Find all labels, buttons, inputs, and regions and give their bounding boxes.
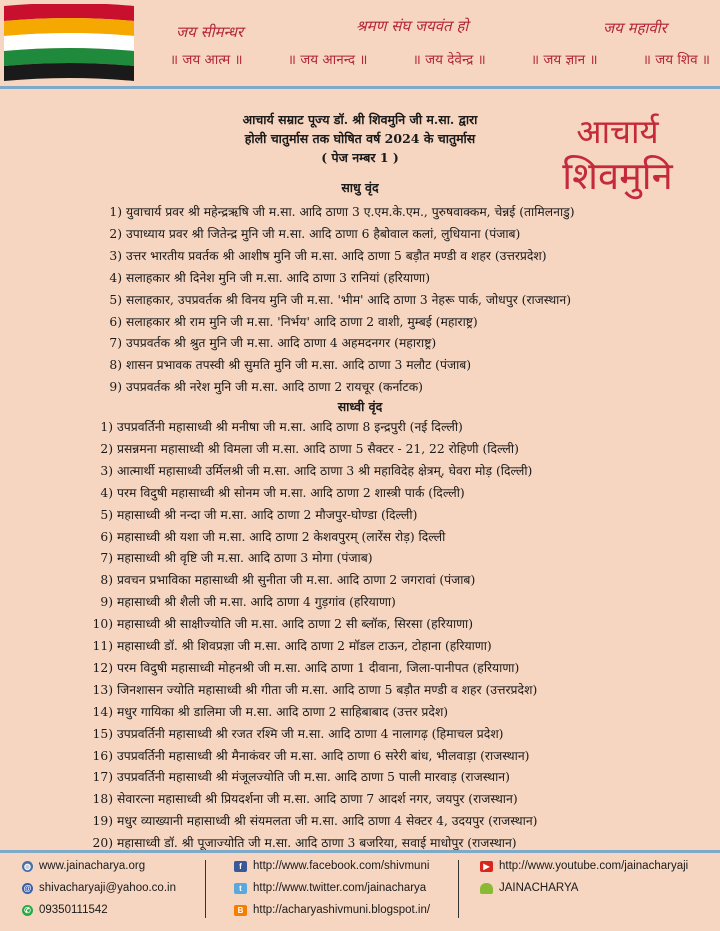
facebook-icon: f — [234, 861, 247, 872]
list-item-text: सेवारत्ना महासाध्वी श्री प्रियदर्शना जी म.सा. आदि ठाणा 7 आदर्श नगर, जयपुर (राजस्थान) — [117, 792, 518, 807]
list-item — [88, 591, 396, 613]
list-item-text: मधुर व्याख्यानी महासाध्वी श्री संयमलता जी म.सा. आदि ठाणा 4 सेक्टर 4, उदयपुर (राजस्थान) — [117, 814, 538, 829]
list-item-number: 17) — [92, 770, 113, 785]
list-item-text: महासाध्वी श्री साक्षीज्योति जी म.सा. आदि ठाणा 2 सी ब्लॉक, सिरसा (हरियाणा) — [117, 617, 474, 632]
jai-item: ॥ जय आत्म ॥ — [170, 52, 243, 68]
jai-item: ॥ जय देवेन्द्र ॥ — [412, 52, 486, 68]
list-item — [88, 679, 537, 701]
android-link[interactable]: JAINACHARYA — [480, 882, 578, 894]
list-item-number: 2) — [100, 441, 113, 456]
list-item-number: 14) — [92, 704, 113, 719]
list-item — [88, 438, 519, 460]
list-item-text: आत्मार्थी महासाध्वी उर्मिलश्री जी म.सा. आदि ठाणा 3 श्री महाविदेह क्षेत्रम्, घेवरा मोड़ (दिल्ली) — [117, 463, 533, 478]
list-item — [88, 745, 529, 767]
list-item-number: 8) — [100, 573, 113, 588]
list-item-text: उत्तर भारतीय प्रवर्तक श्री आशीष मुनि जी म.सा. आदि ठाणा 5 बड़ौत मण्डी व शहर (उत्तरप्रदेश) — [126, 248, 547, 263]
motto-center: श्रमण संघ जयवंत हो — [356, 17, 469, 35]
header-divider — [0, 86, 720, 89]
list-item — [102, 332, 436, 354]
list-item-text: सलाहकार श्री राम मुनि जी म.सा. 'निर्भय' आदि ठाणा 2 वाशी, मुम्बई (महाराष्ट्र) — [126, 314, 478, 329]
list-item — [102, 223, 520, 245]
list-item-number: 7) — [100, 551, 113, 566]
list-item-number: 16) — [92, 748, 113, 763]
list-item — [88, 613, 473, 635]
list-item — [88, 788, 518, 810]
jain-flag-icon — [4, 4, 134, 82]
email-link[interactable]: @ shivacharyaji@yahoo.co.in — [23, 882, 176, 894]
document-title — [140, 110, 580, 167]
list-item-number: 6) — [109, 314, 122, 329]
list-item-text: महासाध्वी श्री नन्दा जी म.सा. आदि ठाणा 2 मौजपुर-घोण्डा (दिल्ली) — [117, 507, 418, 522]
list-item — [88, 810, 537, 832]
blogger-icon: B — [234, 905, 247, 916]
list-item-number: 1) — [109, 205, 122, 219]
list-item-number: 7) — [109, 336, 122, 351]
list-item — [102, 311, 478, 333]
globe-icon: ◍ — [22, 861, 33, 872]
list-item-text: प्रसन्नमना महासाध्वी श्री विमला जी म.सा. आदि ठाणा 5 सैक्टर - 21, 22 रोहिणी (दिल्ली) — [117, 441, 519, 456]
list-item-text: जिनशासन ज्योति महासाध्वी श्री गीता जी म.सा. आदि ठाणा 5 बड़ौत मण्डी व शहर (उत्तरप्रदेश) — [117, 682, 538, 697]
list-item — [88, 569, 475, 591]
list-item-text: सलाहकार श्री दिनेश मुनि जी म.सा. आदि ठाणा 3 रानियां (हरियाणा) — [126, 270, 431, 285]
footer-divider-vertical — [205, 860, 206, 918]
list-item — [102, 201, 575, 223]
list-item-text: प्रवचन प्रभाविका महासाध्वी श्री सुनीता जी म.सा. आदि ठाणा 2 जगरावां (पंजाब) — [117, 573, 476, 588]
list-item-text: महासाध्वी डॉ. श्री शिवप्रज्ञा जी म.सा. आदि ठाणा 2 मॉडल टाऊन, टोहाना (हरियाणा) — [117, 639, 492, 653]
sadhu-heading: साधु वृंद — [341, 180, 379, 195]
list-item-number: 11) — [92, 639, 113, 653]
logo-line-1: आचार्य — [576, 112, 659, 151]
footer-divider-vertical — [458, 860, 459, 918]
list-item-number: 4) — [109, 270, 122, 285]
jai-row — [170, 50, 710, 68]
list-item — [102, 267, 430, 289]
list-item — [88, 766, 510, 788]
list-item — [88, 504, 417, 526]
list-item-text: सलाहकार, उपप्रवर्तक श्री विनय मुनि जी म.सा. 'भीम' आदि ठाणा 3 नेहरू पार्क, जोधपुर (राजस्थान) — [126, 292, 571, 307]
page-number: ( पेज नम्बर 1 ) — [321, 150, 399, 165]
list-item-number: 20) — [92, 836, 113, 851]
email-icon: @ — [23, 883, 32, 893]
list-item — [88, 635, 492, 657]
jai-item: ॥ जय शिव ॥ — [642, 52, 710, 68]
page-header — [0, 0, 720, 86]
list-item-text: उपप्रवर्तक श्री नरेश मुनि जी म.सा. आदि ठाणा 2 रायचूर (कर्नाटक) — [126, 380, 423, 395]
title-line-2: होली चातुर्मास तक घोषित वर्ष 2024 के चातुर्मास — [244, 131, 476, 146]
website-link[interactable]: ◍ www.jainacharya.org — [24, 860, 146, 872]
list-item-number: 2) — [109, 226, 122, 241]
list-item-number: 19) — [92, 814, 113, 829]
list-item-text: उपाध्याय प्रवर श्री जितेन्द्र मुनि जी म.सा. आदि ठाणा 6 हैबोवाल कलां, लुधियाना (पंजाब) — [126, 226, 521, 241]
list-item-text: महासाध्वी डॉ. श्री पूजाज्योति जी म.सा. आदि ठाणा 3 बजरिया, सवाई माधोपुर (राजस्थान) — [117, 836, 517, 851]
list-item-number: 4) — [100, 485, 113, 500]
phone-link[interactable]: ✆ 09350111542 — [22, 904, 108, 916]
list-item-text: महासाध्वी श्री यशा जी म.सा. आदि ठाणा 2 केशवपुरम् (लारेंस रोड़) दिल्ली — [117, 529, 446, 544]
list-item-text: परम विदुषी महासाध्वी श्री सोनम जी म.सा. आदि ठाणा 2 शास्त्री पार्क (दिल्ली) — [117, 485, 465, 500]
list-item-number: 13) — [92, 682, 113, 697]
list-item-number: 1) — [100, 420, 113, 434]
facebook-link[interactable]: f http://www.facebook.com/shivmuni — [234, 860, 429, 872]
logo-line-2: शिवमुनि — [562, 154, 673, 198]
list-item-number: 9) — [100, 595, 113, 610]
motto-right: जय महावीर — [603, 19, 667, 37]
list-item — [88, 547, 373, 569]
youtube-icon: ▶ — [480, 861, 493, 872]
list-item-number: 5) — [100, 507, 113, 522]
list-item — [88, 723, 503, 745]
list-item-text: महासाध्वी श्री शैली जी म.सा. आदि ठाणा 4 गुड़गांव (हरियाणा) — [117, 595, 396, 610]
list-item-number: 12) — [92, 660, 113, 675]
list-item — [88, 482, 465, 504]
list-item-text: शासन प्रभावक तपस्वी श्री सुमति मुनि जी म.सा. आदि ठाणा 3 मलौट (पंजाब) — [126, 358, 472, 373]
list-item — [88, 416, 463, 438]
list-item-text: उपप्रवर्तिनी महासाध्वी श्री मनीषा जी म.सा. आदि ठाणा 8 इन्द्रपुरी (नई दिल्ली) — [117, 420, 463, 434]
page-footer — [0, 850, 720, 931]
list-item — [102, 376, 423, 398]
list-item-number: 5) — [109, 292, 122, 307]
list-item-text: उपप्रवर्तिनी महासाध्वी श्री रजत रश्मि जी म.सा. आदि ठाणा 4 नालागढ़ (हिमाचल प्रदेश) — [117, 726, 504, 741]
list-item-number: 15) — [92, 726, 113, 741]
blog-link[interactable]: B http://acharyashivmuni.blogspot.in/ — [234, 904, 430, 916]
list-item-number: 18) — [92, 792, 113, 807]
youtube-link[interactable]: ▶ http://www.youtube.com/jainacharyaji — [480, 860, 688, 872]
jai-item: ॥ जय ज्ञान ॥ — [531, 52, 598, 68]
list-item — [102, 245, 547, 267]
list-item-number: 8) — [109, 358, 122, 373]
twitter-link[interactable]: t http://www.twitter.com/jainacharya — [234, 882, 426, 894]
whatsapp-icon: ✆ — [22, 905, 33, 916]
list-item-text: उपप्रवर्तिनी महासाध्वी श्री मंजूलज्योति जी म.सा. आदि ठाणा 5 पाली मारवाड़ (राजस्थान) — [117, 770, 510, 785]
motto-left: जय सीमन्धर — [176, 23, 244, 41]
list-item-number: 3) — [109, 248, 122, 263]
list-item — [88, 460, 532, 482]
list-item — [102, 289, 571, 311]
list-item-text: उपप्रवर्तिनी महासाध्वी श्री मैनाकंवर जी म.सा. आदि ठाणा 6 सरेरी बांध, भीलवाड़ा (राजस्थान) — [117, 748, 530, 763]
list-item-number: 6) — [100, 529, 113, 544]
list-item — [88, 526, 445, 548]
title-line-1: आचार्य सम्राट पूज्य डॉ. श्री शिवमुनि जी म.सा. द्वारा — [242, 112, 478, 127]
list-item — [102, 354, 471, 376]
jai-item: ॥ जय आनन्द ॥ — [287, 52, 368, 68]
list-item-text: महासाध्वी श्री वृष्टि जी म.सा. आदि ठाणा 3 मोगा (पंजाब) — [117, 551, 373, 566]
list-item — [88, 657, 519, 679]
list-item-number: 9) — [109, 380, 122, 395]
list-item-text: मधुर गायिका श्री डालिमा जी म.सा. आदि ठाणा 2 साहिबाबाद (उत्तर प्रदेश) — [117, 704, 449, 719]
list-item-text: उपप्रवर्तक श्री श्रुत मुनि जी म.सा. आदि ठाणा 4 अहमदनगर (महाराष्ट्र) — [126, 336, 437, 351]
list-item-number: 3) — [100, 463, 113, 478]
list-item-text: परम विदुषी महासाध्वी मोहनश्री जी म.सा. आदि ठाणा 1 दीवाना, जिला-पानीपत (हरियाणा) — [117, 660, 520, 675]
list-item-number: 10) — [92, 617, 113, 632]
sadhvi-heading: साध्वी वृंद — [337, 399, 383, 414]
list-item-text: युवाचार्य प्रवर श्री महेन्द्रऋषि जी म.सा. आदि ठाणा 3 ए.एम.के.एम., पुरुषवाक्कम, चेन्नई (तामिलनाडु) — [126, 205, 575, 219]
list-item — [88, 701, 448, 723]
android-icon — [480, 883, 493, 894]
twitter-icon: t — [234, 883, 247, 894]
